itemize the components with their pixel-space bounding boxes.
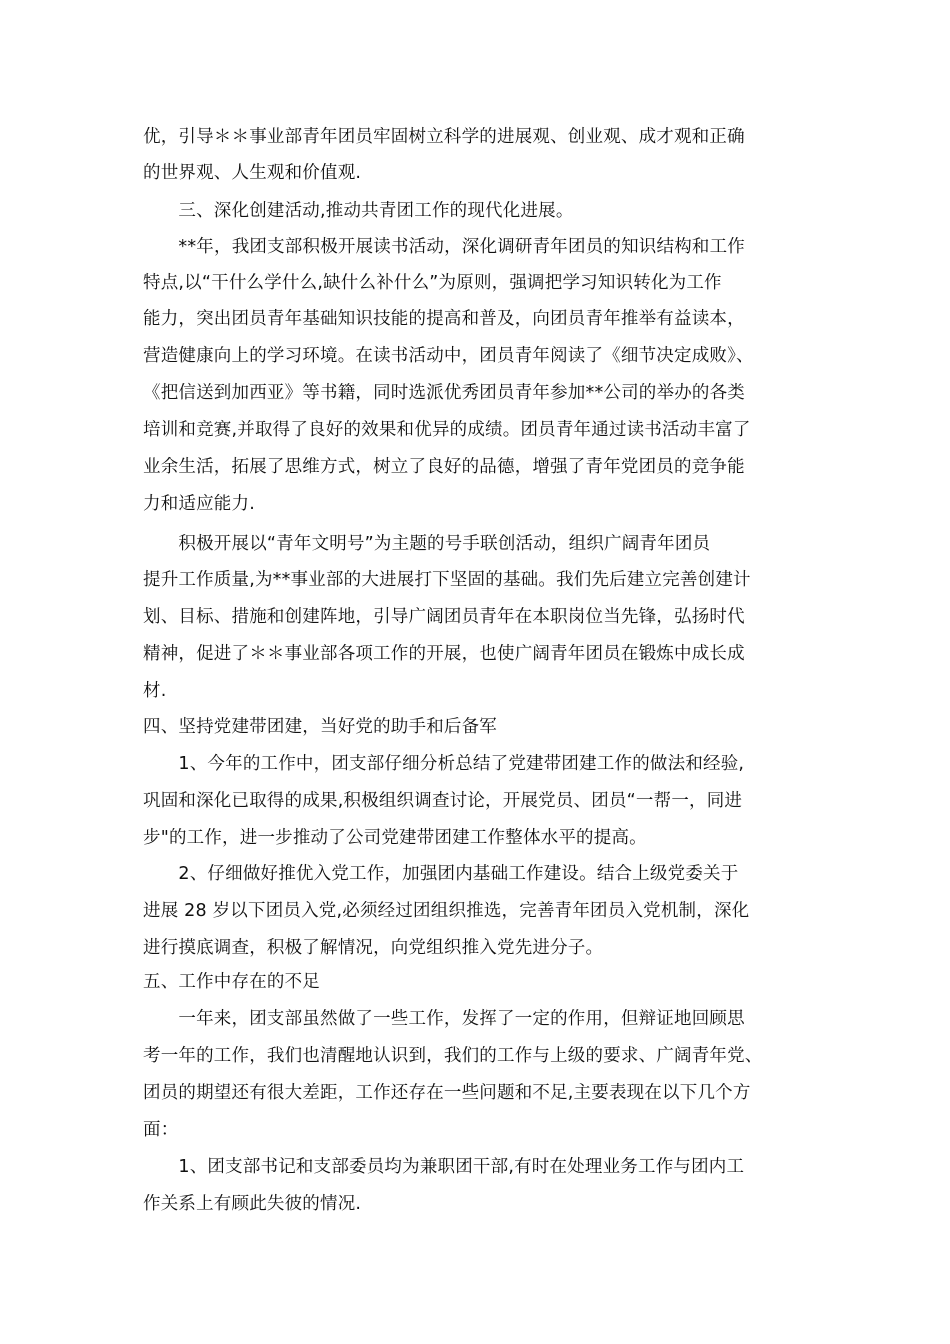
text-line: 进行摸底调查，积极了解情况，向党组织推入党先进分子。 [143,938,604,958]
text-line: 业余生活，拓展了思维方式，树立了良好的品德，增强了青年党团员的竞争能 [143,457,745,477]
text-line: 积极开展以“青年文明号”为主题的号手联创活动，组织广阔青年团员 [143,534,711,554]
text-line: 特点,以“干什么学什么,缺什么补什么”为原则，强调把学习知识转化为工作 [143,273,722,293]
text-line: 划、目标、措施和创建阵地，引导广阔团员青年在本职岗位当先锋，弘扬时代 [143,607,745,627]
text-line: 团员的期望还有很大差距，工作还存在一些问题和不足,主要表现在以下几个方 [143,1083,751,1103]
section-heading: 五、工作中存在的不足 [143,972,320,992]
text-line: 1、今年的工作中，团支部仔细分析总结了党建带团建工作的做法和经验, [143,754,745,774]
text-line: 作关系上有顾此失彼的情况. [143,1194,362,1214]
text-line: 能力，突出团员青年基础知识技能的提高和普及，向团员青年推举有益读本， [143,309,745,329]
text-line: 进展 28 岁以下团员入党,必须经过团组织推选，完善青年团员入党机制，深化 [143,901,750,921]
text-line: 力和适应能力. [143,494,255,514]
text-line: 营造健康向上的学习环境。在读书活动中，团员青年阅读了《细节决定成败》、 [143,346,754,366]
text-line: 优，引导＊＊事业部青年团员牢固树立科学的进展观、创业观、成才观和正确 [143,127,745,147]
text-line: 2、仔细做好推优入党工作，加强团内基础工作建设。结合上级党委关于 [143,864,739,884]
section-heading: 三、深化创建活动,推动共青团工作的现代化进展。 [143,201,574,221]
text-line: 1、团支部书记和支部委员均为兼职团干部,有时在处理业务工作与团内工 [143,1157,745,1177]
text-line: 面： [143,1120,179,1140]
text-line: 一年来，团支部虽然做了一些工作，发挥了一定的作用，但辩证地回顾思 [143,1009,745,1029]
text-line: 巩固和深化已取得的成果,积极组织调查讨论，开展党员、团员“一帮一，同进 [143,791,743,811]
text-line: 提升工作质量,为**事业部的大进展打下坚固的基础。我们先后建立完善创建计 [143,570,751,590]
text-line: 步"的工作，进一步推动了公司党建带团建工作整体水平的提高。 [143,828,647,848]
text-line: **年，我团支部积极开展读书活动，深化调研青年团员的知识结构和工作 [143,237,745,257]
text-line: 材. [143,681,167,701]
text-line: 《把信送到加西亚》等书籍，同时选派优秀团员青年参加**公司的举办的各类 [143,383,745,403]
text-line: 考一年的工作，我们也清醒地认识到，我们的工作与上级的要求、广阔青年党、 [143,1046,763,1066]
section-heading: 四、坚持党建带团建，当好党的助手和后备军 [143,717,497,737]
text-line: 精神，促进了＊＊事业部各项工作的开展，也使广阔青年团员在锻炼中成长成 [143,644,745,664]
text-line: 培训和竞赛,并取得了良好的效果和优异的成绩。团员青年通过读书活动丰富了 [143,420,751,440]
text-line: 的世界观、人生观和价值观. [143,163,362,183]
